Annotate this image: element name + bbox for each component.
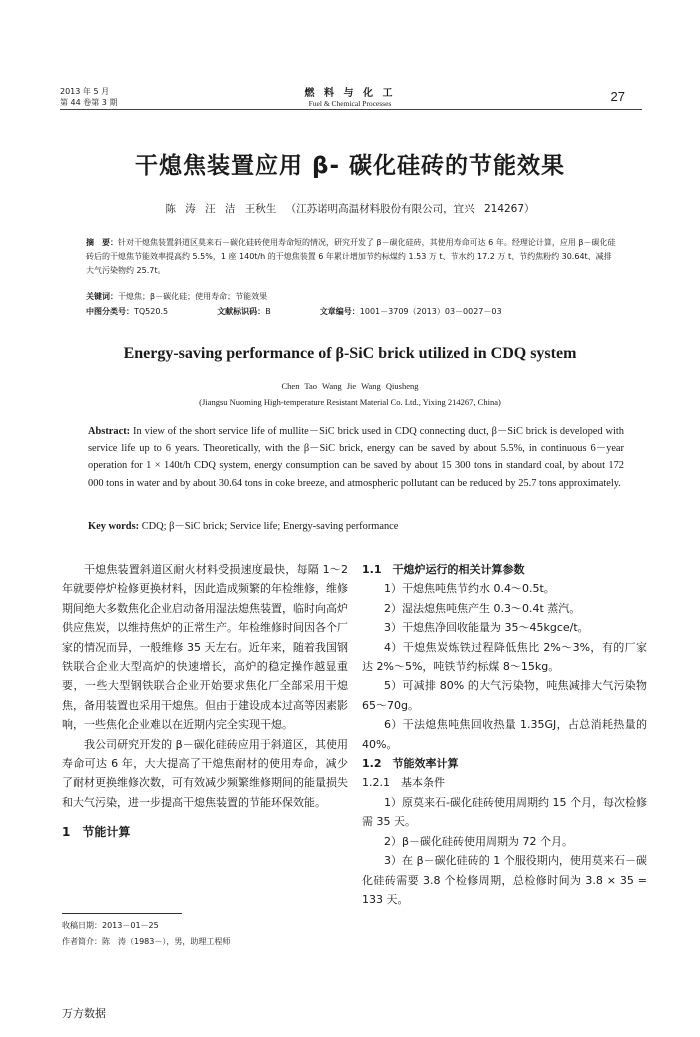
clc-value: TQ520.5 bbox=[134, 307, 169, 316]
abstract-en bbox=[88, 423, 624, 492]
authors-cn: 陈 涛 汪 洁 王秋生 （江苏诺明高温材料股份有限公司，宜兴 214267） bbox=[165, 203, 535, 215]
header-rule bbox=[60, 109, 642, 110]
param-item: 1）干熄焦吨焦节约水 0.4～0.5t。 bbox=[384, 582, 555, 596]
page-number: 27 bbox=[610, 89, 625, 104]
condition-item: 1）原莫来石-碳化硅砖使用周期约 15 个月，每次检修需 35 天。 bbox=[362, 795, 647, 829]
doc-code-value: B bbox=[265, 307, 271, 316]
abstract-en-label: Abstract: bbox=[88, 426, 131, 437]
param-item: 4）干熄焦炭炼铁过程降低焦比 2%～3%，有的厂家达 2%～5%，吨铁节约标煤 8～15kg。 bbox=[362, 640, 647, 674]
section-heading-1: 1 节能计算 bbox=[62, 825, 131, 840]
param-item: 6）干法熄焦吨焦回收热量 1.35GJ，占总消耗热量的 40%。 bbox=[362, 718, 647, 751]
abstract-cn bbox=[86, 236, 616, 278]
keywords-cn-label: 关键词： bbox=[86, 292, 118, 301]
issue-volume: 第 44 卷第 3 期 bbox=[60, 98, 118, 107]
param-item: 5）可减排 80% 的大气污染物，吨焦减排大气污染物 65～70g。 bbox=[362, 679, 647, 712]
issue-date: 2013 年 5 月 bbox=[60, 87, 110, 96]
abstract-cn-label: 摘 要： bbox=[86, 238, 118, 247]
footnote-author: 作者简介：陈 涛（1983－），男，助理工程师 bbox=[62, 937, 231, 946]
journal-name-en: Fuel & Chemical Processes bbox=[308, 99, 392, 108]
section-heading-1-1: 1.1 干熄炉运行的相关计算参数 bbox=[362, 563, 525, 576]
keywords-en bbox=[88, 517, 624, 532]
param-item: 2）湿法熄焦吨焦产生 0.3～0.4t 蒸汽。 bbox=[384, 601, 581, 615]
classification-line bbox=[86, 305, 616, 319]
footnote-rule bbox=[62, 913, 182, 914]
keywords-cn-text: 干熄焦；β－碳化硅；使用寿命；节能效果 bbox=[118, 292, 268, 301]
article-no-label: 文章编号： bbox=[319, 307, 360, 316]
footnote-received: 收稿日期：2013－01－25 bbox=[62, 921, 159, 930]
body-left-column bbox=[62, 560, 348, 844]
clc-label: 中图分类号： bbox=[86, 307, 134, 316]
section-heading-1-2-1: 1.2.1 基本条件 bbox=[362, 776, 445, 790]
section-heading-1-2: 1.2 节能效率计算 bbox=[362, 757, 459, 771]
condition-item: 2）β－碳化硅砖使用周期为 72 个月。 bbox=[384, 834, 574, 848]
watermark: 万方数据 bbox=[62, 1007, 106, 1020]
journal-name bbox=[250, 84, 450, 108]
abstract-cn-text: 针对干熄焦装置斜道区莫来石－碳化硅砖使用寿命短的情况，研究开发了 β－碳化硅砖，其使用寿命可达 6 年。经理论计算，应用 β－碳化硅砖后的干熄焦节能效率提高约 5.5%，1 座 140t/h 的干熄焦装置 6 年累计增加节约标煤约 1.53 万 t、节水约 17.2 万 t、节约焦粉约 30.64t、减排大气污染物约 25.7t。 bbox=[86, 238, 616, 275]
paper-title-cn: 干熄焦装置应用 β- 碳化硅砖的节能效果 bbox=[134, 153, 566, 179]
body-right-column bbox=[362, 560, 647, 909]
authors-en: Chen Tao Wang Jie Wang Qiusheng bbox=[281, 381, 419, 391]
intro-paragraph-2: 我公司研究开发的 β－碳化硅砖应用于斜道区，其使用寿命可达 6 年，大大提高了干熄焦耐材的使用寿命，减少了耐材更换维修次数，可有效减少频繁维修期间的能量损失和大气污染，进一步提高干熄焦装置的节能环保效能。 bbox=[62, 737, 348, 809]
paper-title-en: Energy-saving performance of β-SiC brick utilized in CDQ system bbox=[123, 345, 577, 362]
keywords-en-label: Key words: bbox=[88, 521, 140, 532]
issue-info bbox=[60, 86, 117, 108]
article-no-value: 1001－3709（2013）03－0027－03 bbox=[359, 307, 502, 316]
param-item: 3）干熄焦净回收能量为 35～45kgce/t。 bbox=[384, 621, 589, 635]
keywords-en-text: CDQ; β－SiC brick; Service life; Energy-saving performance bbox=[139, 521, 399, 532]
keywords-cn bbox=[86, 290, 616, 304]
doc-code-label: 文献标识码： bbox=[217, 307, 266, 316]
journal-name-cn: 燃 料 与 化 工 bbox=[304, 88, 396, 99]
intro-paragraph-1: 干熄焦装置斜道区耐火材料受损速度最快，每隔 1～2 年就要停炉检修更换材料，因此造成频繁的年检维修，维修期间绝大多数焦化企业启动备用湿法熄焦装置，临时向高炉供应焦炭，以维持焦炉的正常生产。年检维修时间因各个厂家的情况而异，一般维修 35 天左右。近年来，随着我国钢铁联合企业大型高炉的快速增长，高炉的稳定操作越显重要，一些大型钢铁联合企业开始要求焦化厂全部采用干熄焦，备用装置也采用干熄焦。但由于建设成本过高等因素影响，一些焦化企业难以在近期内完全实现干熄。 bbox=[62, 563, 348, 732]
affiliation-en: (Jiangsu Nuoming High-temperature Resistant Material Co. Ltd., Yixing 214267, China) bbox=[199, 397, 501, 407]
condition-item: 3）在 β－碳化硅砖的 1 个服役期内，使用莫来石－碳化硅砖需要 3.8 个检修周期，总检修时间为 3.8 × 35 = 133 天。 bbox=[362, 854, 647, 906]
abstract-en-text: In view of the short service life of mullite－SiC brick used in CDQ connecting duct, β－SiC brick is developed with service life up to 6 years. Theoretically, with the β－SiC brick, energy can be saved by about 5.5%, in continuous 6－year operation for 1 × 140t/h CDQ system, energy consumption can be saved by about 15 300 tons in standard coal, by about 172 000 tons in water and by about 30.64 tons in coke breeze, and atmospheric pollutant can be reduced by 25.7 tons approximately. bbox=[88, 426, 624, 489]
